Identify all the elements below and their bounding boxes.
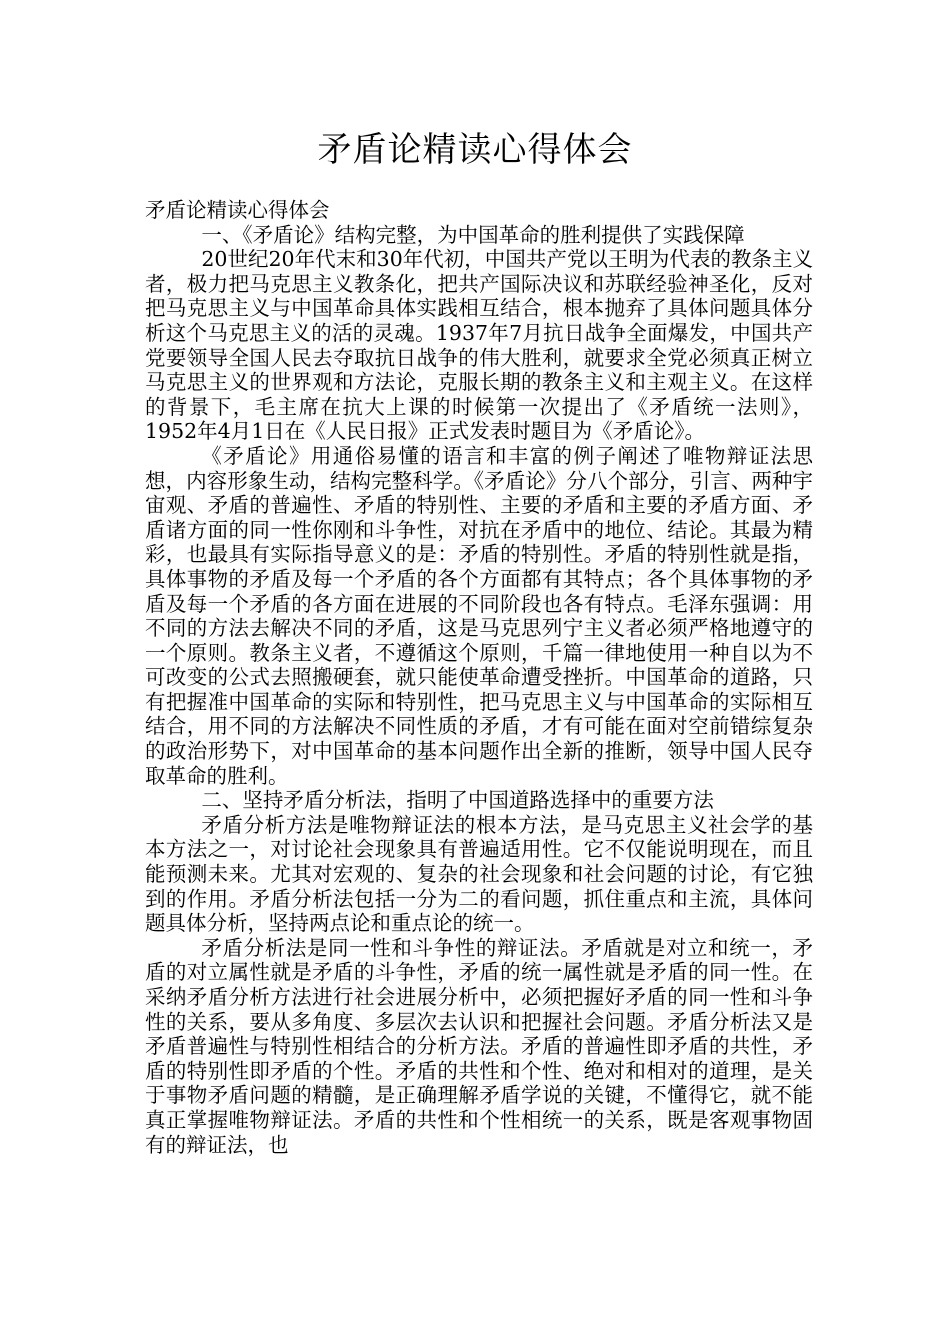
document-body <box>145 198 813 1157</box>
paragraph-2: 《矛盾论》用通俗易懂的语言和丰富的例子阐述了唯物辩证法思想，内容形象生动，结构完整科学。《矛盾论》分八个部分，引言、两种宇宙观、矛盾的普遍性、矛盾的特别性、主要的矛盾和主要的矛盾方面、矛盾诸方面的同一性你刚和斗争性，对抗在矛盾中的地位、结论。其最为精彩，也最具有实际指导意义的是：矛盾的特别性。矛盾的特别性就是指，具体事物的矛盾及每一个矛盾的各个方面都有其特点；各个具体事物的矛盾及每一个矛盾的各方面在进展的不同阶段也各有特点。毛泽东强调：用不同的方法去解决不同的矛盾，这是马克思列宁主义者必须严格地遵守的一个原则。教条主义者，不遵循这个原则，千篇一律地使用一种自以为不可改变的公式去照搬硬套，就只能使革命遭受挫折。中国革命的道路，只有把握准中国革命的实际和特别性，把马克思主义与中国革命的实际相互结合，用不同的方法解决不同性质的矛盾，才有可能在面对空前错综复杂的政治形势下，对中国革命的基本问题作出全新的推断，领导中国人民夺取革命的胜利。 <box>145 443 813 788</box>
paragraph-4: 矛盾分析法是同一性和斗争性的辩证法。矛盾就是对立和统一，矛盾的对立属性就是矛盾的斗争性，矛盾的统一属性就是矛盾的同一性。在采纳矛盾分析方法进行社会进展分析中，必须把握好矛盾的同一性和斗争性的关系，要从多角度、多层次去认识和把握社会问题。矛盾分析法又是矛盾普遍性与特别性相结合的分析方法。矛盾的普遍性即矛盾的共性，矛盾的特别性即矛盾的个性。矛盾的共性和个性、绝对和相对的道理，是关于事物矛盾问题的精髓，是正确理解矛盾学说的关键，不懂得它，就不能真正掌握唯物辩证法。矛盾的共性和个性相统一的关系，既是客观事物固有的辩证法，也 <box>145 935 813 1157</box>
section-heading-1: 一、《矛盾论》结构完整，为中国革命的胜利提供了实践保障 <box>201 222 745 247</box>
paragraph-3: 矛盾分析方法是唯物辩证法的根本方法，是马克思主义社会学的基本方法之一，对讨论社会现象具有普遍适用性。它不仅能说明现在，而且能预测未来。尤其对宏观的、复杂的社会现象和社会问题的讨论，有它独到的作用。矛盾分析法包括一分为二的看问题，抓住重点和主流，具体问题具体分析，坚持两点论和重点论的统一。 <box>145 812 813 936</box>
document-title: 矛盾论精读心得体会 <box>317 130 633 170</box>
paragraph-1: 20世纪20年代末和30年代初，中国共产党以王明为代表的教条主义者，极力把马克思主义教条化，把共产国际决议和苏联经验神圣化，反对把马克思主义与中国革命具体实践相互结合，根本抛弃了具体问题具体分析这个马克思主义的活的灵魂。1937年7月抗日战争全面爆发，中国共产党要领导全国人民去夺取抗日战争的伟大胜利，就要求全党必须真正树立马克思主义的世界观和方法论，克服长期的教条主义和主观主义。在这样的背景下，毛主席在抗大上课的时候第一次提出了《矛盾统一法则》，1952年4月1日在《人民日报》正式发表时题目为《矛盾论》。 <box>145 247 813 444</box>
section-heading-2: 二、坚持矛盾分析法，指明了中国道路选择中的重要方法 <box>201 788 714 813</box>
document-subtitle: 矛盾论精读心得体会 <box>145 198 330 222</box>
